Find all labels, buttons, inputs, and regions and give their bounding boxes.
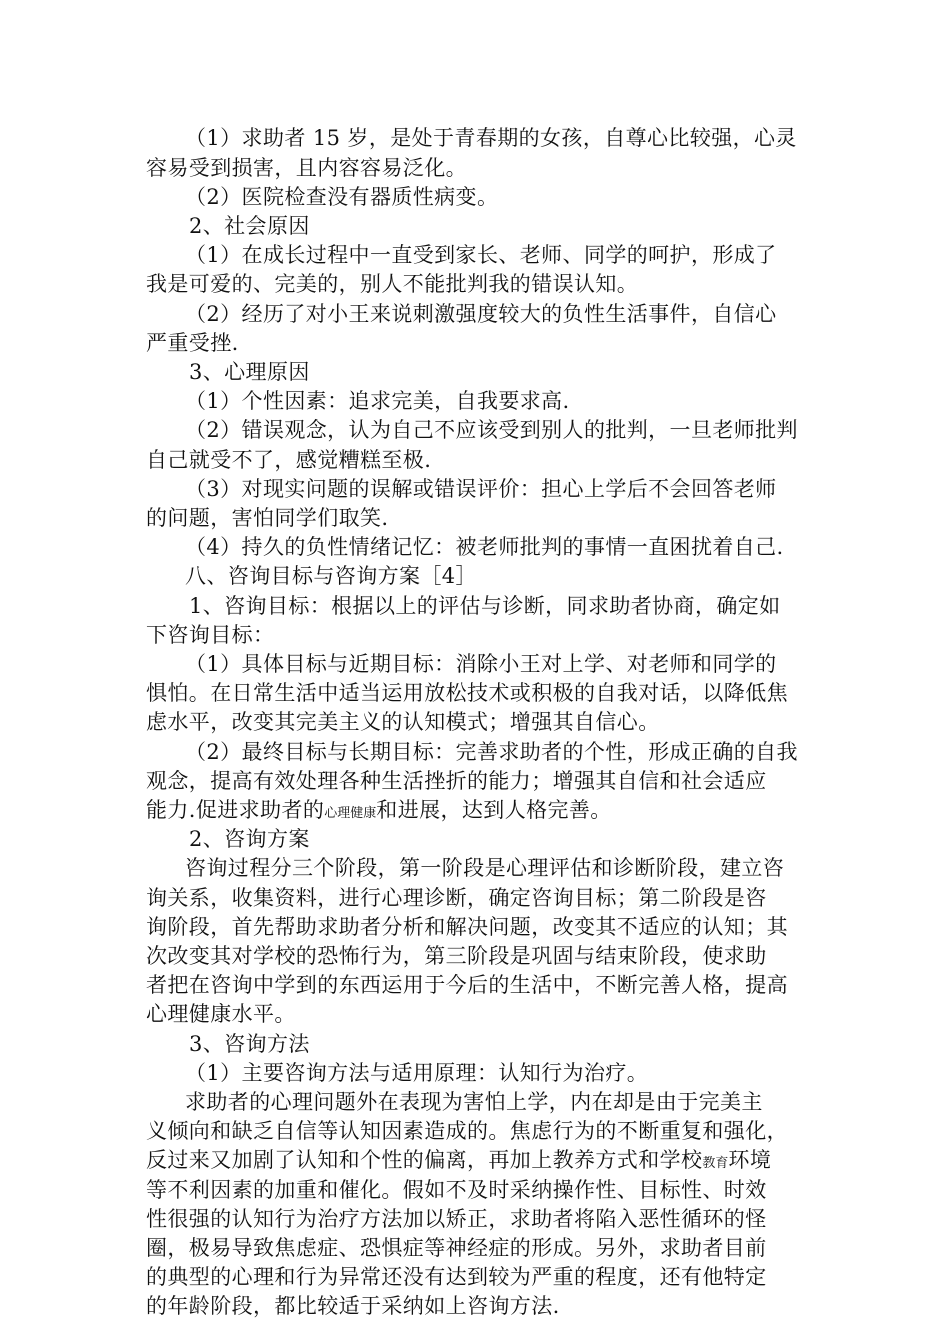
text-line: 的问题，害怕同学们取笑. — [146, 506, 389, 530]
text-line: （2）经历了对小王来说刺激强度较大的负性生活事件，自信心 — [185, 302, 777, 326]
text-line: （1）在成长过程中一直受到家长、老师、同学的呵护，形成了 — [185, 243, 777, 267]
text-line: 求助者的心理问题外在表现为害怕上学，内在却是由于完美主 — [185, 1090, 763, 1114]
text-segment: 环境 — [728, 1148, 772, 1172]
section-heading: 2、咨询方案 — [189, 827, 310, 851]
text-line: （2）错误观念，认为自己不应该受到别人的批判，一旦老师批判 — [185, 418, 798, 442]
text-line: （4）持久的负性情绪记忆：被老师批判的事情一直困扰着自己. — [185, 535, 784, 559]
text-line: 我是可爱的、完美的，别人不能批判我的错误认知。 — [146, 272, 639, 296]
section-heading: 3、心理原因 — [189, 360, 310, 384]
inline-small-text: 心理健康 — [324, 806, 377, 821]
text-line: 的典型的心理和行为异常还没有达到较为严重的程度，还有他特定 — [146, 1265, 767, 1289]
text-line: 义倾向和缺乏自信等认知因素造成的。焦虑行为的不断重复和强化， — [146, 1119, 788, 1143]
text-line: （2）最终目标与长期目标：完善求助者的个性，形成正确的自我 — [185, 740, 798, 764]
text-line — [146, 1146, 771, 1178]
text-line: （1）具体目标与近期目标：消除小王对上学、对老师和同学的 — [185, 652, 777, 676]
text-line: 惧怕。在日常生活中适当运用放松技术或积极的自我对话，以降低焦 — [146, 681, 788, 705]
text-line: 1、咨询目标：根据以上的评估与诊断，同求助者协商，确定如 — [189, 594, 781, 618]
text-line: 观念，提高有效处理各种生活挫折的能力；增强其自信和社会适应 — [146, 769, 767, 793]
text-line: 的年龄阶段，都比较适于采纳如上咨询方法. — [146, 1294, 560, 1318]
text-line: （1）求助者 15 岁，是处于青春期的女孩，自尊心比较强，心灵 — [185, 126, 797, 150]
text-line: 圈，极易导致焦虑症、恐惧症等神经症的形成。另外，求助者目前 — [146, 1236, 767, 1260]
text-line: 询关系，收集资料，进行心理诊断，确定咨询目标；第二阶段是咨 — [146, 886, 767, 910]
text-line: 容易受到损害，且内容容易泛化。 — [146, 156, 467, 180]
section-heading: 3、咨询方法 — [189, 1032, 310, 1056]
text-line: 者把在咨询中学到的东西运用于今后的生活中，不断完善人格，提高 — [146, 973, 788, 997]
text-segment: 和进展，达到人格完善。 — [376, 798, 612, 822]
text-line: 询阶段，首先帮助求助者分析和解决问题，改变其不适应的认知；其 — [146, 915, 788, 939]
text-segment: 能力.促进求助者的 — [146, 798, 325, 822]
inline-small-text: 教育 — [702, 1156, 729, 1171]
text-line: （1）个性因素：追求完美，自我要求高. — [185, 389, 570, 413]
text-line: （1）主要咨询方法与适用原理：认知行为治疗。 — [185, 1061, 649, 1085]
text-line: （3）对现实问题的误解或错误评价：担心上学后不会回答老师 — [185, 477, 777, 501]
text-line: 自己就受不了，感觉糟糕至极. — [146, 448, 432, 472]
text-line: 下咨询目标： — [146, 623, 275, 647]
text-line: （2）医院检查没有器质性病变。 — [185, 185, 499, 209]
text-line: 严重受挫. — [146, 331, 239, 355]
text-line: 心理健康水平。 — [146, 1002, 296, 1026]
section-heading: 八、咨询目标与咨询方案［4］ — [185, 564, 477, 588]
text-line: 等不利因素的加重和催化。假如不及时采纳操作性、目标性、时效 — [146, 1178, 767, 1202]
section-heading: 2、社会原因 — [189, 214, 310, 238]
text-line — [146, 796, 612, 828]
text-line: 次改变其对学校的恐怖行为，第三阶段是巩固与结束阶段，使求助 — [146, 944, 767, 968]
text-line: 咨询过程分三个阶段，第一阶段是心理评估和诊断阶段，建立咨 — [185, 856, 785, 880]
text-line: 性很强的认知行为治疗方法加以矫正，求助者将陷入恶性循环的怪 — [146, 1207, 767, 1231]
text-segment: 反过来又加剧了认知和个性的偏离，再加上教养方式和学校 — [146, 1148, 703, 1172]
text-line: 虑水平，改变其完美主义的认知模式；增强其自信心。 — [146, 710, 660, 734]
